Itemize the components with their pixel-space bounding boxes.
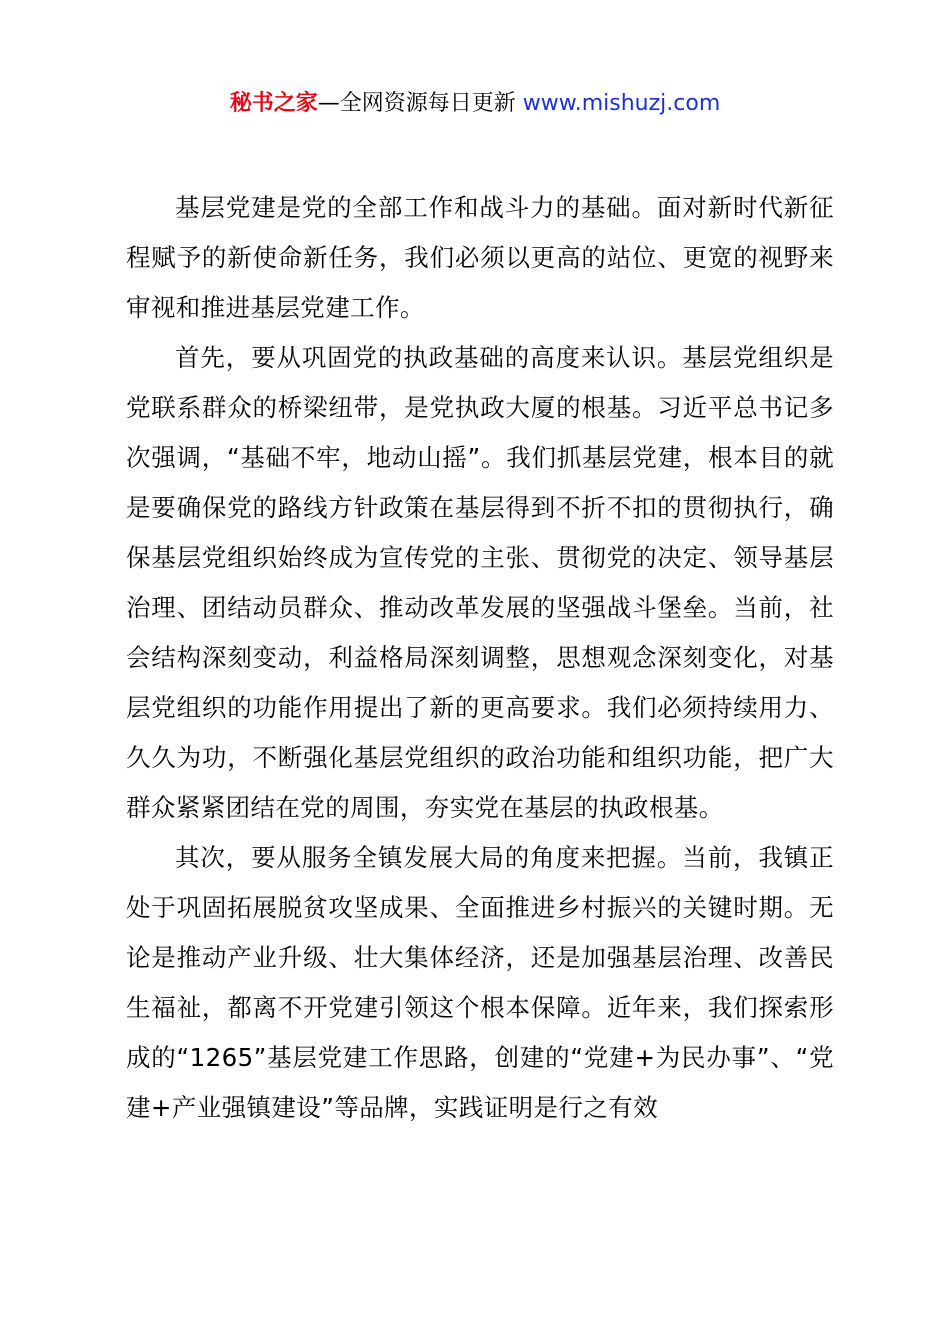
header-tagline: —全网资源每日更新 (317, 91, 516, 116)
paragraph-second-point: 其次，要从服务全镇发展大局的角度来把握。当前，我镇正处于巩固拓展脱贫攻坚成果、全面推进乡村振兴的关键时期。无论是推动产业升级、壮大集体经济，还是加强基层治理、改善民生福祉，都离不开党建引领这个根本保障。近年来，我们探索形成的“1265”基层党建工作思路，创建的“党建+为民办事”、“党建+产业强镇建设”等品牌，实践证明是行之有效 (126, 843, 834, 1122)
brand-name: 秘书之家 (229, 91, 318, 116)
paragraph-intro: 基层党建是党的全部工作和战斗力的基础。面对新时代新征程赋予的新使命新任务，我们必须以更高的站位、更宽的视野来审视和推进基层党建工作。 (126, 193, 834, 322)
document-body (126, 183, 834, 1133)
page-header (0, 88, 950, 120)
paragraph-first-point: 首先，要从巩固党的执政基础的高度来认识。基层党组织是党联系群众的桥梁纽带，是党执政大厦的根基。习近平总书记多次强调，“基础不牢，地动山摇”。我们抓基层党建，根本目的就是要确保党的路线方针政策在基层得到不折不扣的贯彻执行，确保基层党组织始终成为宣传党的主张、贯彻党的决定、领导基层治理、团结动员群众、推动改革发展的坚强战斗堡垒。当前，社会结构深刻变动，利益格局深刻调整，思想观念深刻变化，对基层党组织的功能作用提出了新的更高要求。我们必须持续用力、久久为功，不断强化基层党组织的政治功能和组织功能，把广大群众紧紧团结在党的周围，夯实党在基层的执政根基。 (126, 343, 834, 822)
site-url-link[interactable]: www.mishuzj.com (522, 91, 721, 116)
